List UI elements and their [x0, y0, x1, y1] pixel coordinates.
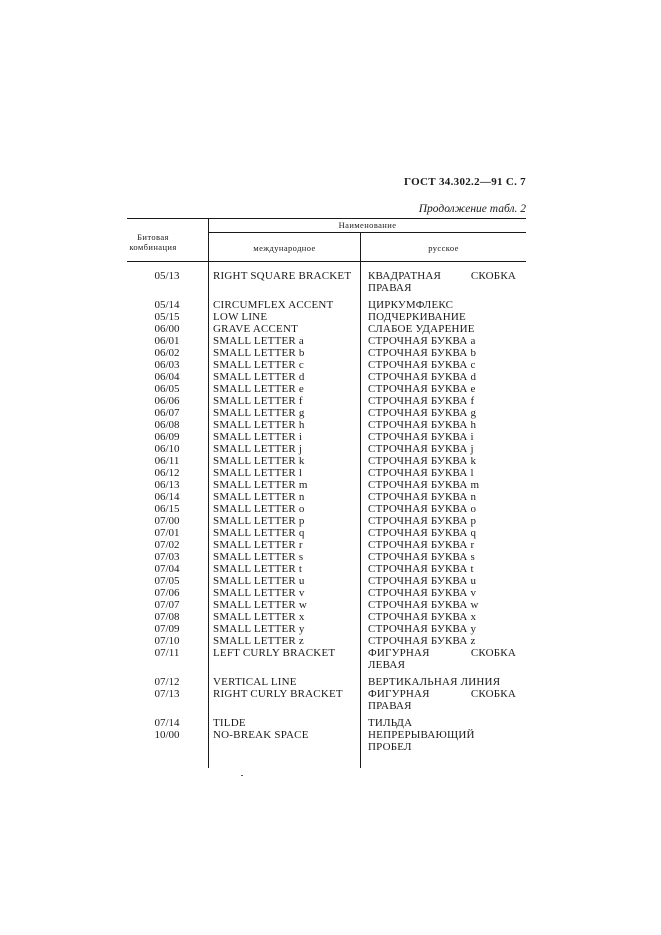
- cell-code: 05/13: [154, 270, 180, 282]
- cell-code: 07/09: [154, 623, 180, 635]
- cell-russian-name: СТРОЧНАЯ БУКВА a: [368, 335, 476, 347]
- cell-russian-name: СТРОЧНАЯ БУКВА t: [368, 563, 474, 575]
- cell-russian-name: СТРОЧНАЯ БУКВА z: [368, 635, 476, 647]
- cell-russian-name: СТРОЧНАЯ БУКВА v: [368, 587, 477, 599]
- cell-international-name: SMALL LETTER j: [213, 443, 303, 455]
- cell-russian-name: СТРОЧНАЯ БУКВА l: [368, 467, 474, 479]
- cell-russian-name: СТРОЧНАЯ БУКВА u: [368, 575, 477, 587]
- cell-russian-name: ПОДЧЕРКИВАНИЕ: [368, 311, 466, 323]
- cell-code: 06/01: [154, 335, 180, 347]
- cell-code: 07/03: [154, 551, 180, 563]
- table-row: [127, 635, 526, 647]
- cell-russian-name: СТРОЧНАЯ БУКВА n: [368, 491, 477, 503]
- cell-code: 07/10: [154, 635, 180, 647]
- header-code: Битовая комбинация: [129, 232, 177, 252]
- table-row: [127, 575, 526, 587]
- cell-russian-name: ВЕРТИКАЛЬНАЯ ЛИНИЯ: [368, 676, 501, 688]
- cell-international-name: TILDE: [213, 717, 246, 729]
- cell-international-name: SMALL LETTER m: [213, 479, 308, 491]
- cell-international-name: SMALL LETTER b: [213, 347, 305, 359]
- cell-international-name: SMALL LETTER a: [213, 335, 304, 347]
- table-row: [127, 491, 526, 503]
- cell-international-name: SMALL LETTER r: [213, 539, 303, 551]
- table-continuation-label: Продолжение табл. 2: [418, 203, 526, 215]
- cell-international-name: CIRCUMFLEX ACCENT: [213, 299, 334, 311]
- cell-russian-name: НЕПРЕРЫВАЮЩИЙ ПРОБЕЛ: [368, 729, 475, 753]
- code-table: [127, 218, 526, 768]
- header-name: Наименование: [338, 220, 397, 230]
- table-body: [127, 270, 526, 758]
- table-row: [127, 323, 526, 335]
- cell-code: 10/00: [154, 729, 180, 741]
- cell-code: 07/14: [154, 717, 180, 729]
- cell-international-name: SMALL LETTER o: [213, 503, 305, 515]
- table-row: [127, 563, 526, 575]
- table-row: [127, 299, 526, 311]
- cell-russian-name: ФИГУРНАЯ СКОБКА ЛЕВАЯ: [368, 647, 516, 671]
- table-row: [127, 647, 526, 671]
- table-row: [127, 431, 526, 443]
- cell-international-name: SMALL LETTER y: [213, 623, 305, 635]
- cell-russian-name: СТРОЧНАЯ БУКВА x: [368, 611, 477, 623]
- table-row: [127, 599, 526, 611]
- cell-international-name: SMALL LETTER z: [213, 635, 304, 647]
- cell-international-name: SMALL LETTER n: [213, 491, 305, 503]
- cell-code: 07/04: [154, 563, 180, 575]
- table-row: [127, 311, 526, 323]
- cell-russian-name: СТРОЧНАЯ БУКВА w: [368, 599, 479, 611]
- cell-code: 07/05: [154, 575, 180, 587]
- cell-russian-name: СТРОЧНАЯ БУКВА y: [368, 623, 477, 635]
- cell-code: 07/13: [154, 688, 180, 700]
- cell-code: 06/14: [154, 491, 180, 503]
- cell-code: 07/07: [154, 599, 180, 611]
- table-row: [127, 443, 526, 455]
- table-row: [127, 371, 526, 383]
- table-row: [127, 359, 526, 371]
- cell-international-name: SMALL LETTER q: [213, 527, 305, 539]
- cell-code: 06/07: [154, 407, 180, 419]
- table-row: [127, 551, 526, 563]
- cell-international-name: SMALL LETTER c: [213, 359, 304, 371]
- table-row: [127, 335, 526, 347]
- cell-russian-name: СТРОЧНАЯ БУКВА b: [368, 347, 477, 359]
- table-row: [127, 717, 526, 729]
- cell-code: 07/06: [154, 587, 180, 599]
- table-row: [127, 688, 526, 712]
- cell-international-name: SMALL LETTER u: [213, 575, 305, 587]
- cell-russian-name: СТРОЧНАЯ БУКВА k: [368, 455, 477, 467]
- cell-code: 07/02: [154, 539, 180, 551]
- cell-international-name: SMALL LETTER p: [213, 515, 305, 527]
- cell-international-name: SMALL LETTER s: [213, 551, 304, 563]
- cell-russian-name: КВАДРАТНАЯ СКОБКА ПРАВАЯ: [368, 270, 516, 294]
- table-row: [127, 623, 526, 635]
- cell-code: 06/05: [154, 383, 180, 395]
- table-row: [127, 479, 526, 491]
- cell-russian-name: СТРОЧНАЯ БУКВА g: [368, 407, 477, 419]
- cell-russian-name: СТРОЧНАЯ БУКВА j: [368, 443, 474, 455]
- cell-international-name: LOW LINE: [213, 311, 268, 323]
- table-row: [127, 347, 526, 359]
- cell-code: 06/12: [154, 467, 180, 479]
- cell-code: 06/15: [154, 503, 180, 515]
- cell-international-name: SMALL LETTER x: [213, 611, 305, 623]
- cell-russian-name: СТРОЧНАЯ БУКВА r: [368, 539, 475, 551]
- cell-international-name: VERTICAL LINE: [213, 676, 297, 688]
- header-mid-rule: [208, 232, 526, 233]
- cell-code: 06/02: [154, 347, 180, 359]
- cell-code: 06/08: [154, 419, 180, 431]
- table-row: [127, 611, 526, 623]
- cell-international-name: SMALL LETTER h: [213, 419, 305, 431]
- cell-code: 07/01: [154, 527, 180, 539]
- cell-russian-name: СТРОЧНАЯ БУКВА p: [368, 515, 477, 527]
- cell-russian-name: СТРОЧНАЯ БУКВА f: [368, 395, 475, 407]
- cell-russian-name: ТИЛЬДА: [368, 717, 413, 729]
- table-row: [127, 467, 526, 479]
- cell-code: 06/04: [154, 371, 180, 383]
- cell-russian-name: СТРОЧНАЯ БУКВА s: [368, 551, 475, 563]
- cell-international-name: NO-BREAK SPACE: [213, 729, 309, 741]
- table-row: [127, 515, 526, 527]
- cell-russian-name: СТРОЧНАЯ БУКВА h: [368, 419, 477, 431]
- top-rule: [127, 218, 526, 219]
- cell-code: 07/00: [154, 515, 180, 527]
- cell-international-name: SMALL LETTER v: [213, 587, 305, 599]
- table-row: [127, 503, 526, 515]
- cell-russian-name: ФИГУРНАЯ СКОБКА ПРАВАЯ: [368, 688, 516, 712]
- cell-international-name: GRAVE ACCENT: [213, 323, 299, 335]
- table-row: [127, 729, 526, 753]
- header-rus: русское: [428, 243, 459, 253]
- cell-international-name: RIGHT SQUARE BRACKET: [213, 270, 352, 282]
- cell-code: 06/03: [154, 359, 180, 371]
- cell-russian-name: СТРОЧНАЯ БУКВА o: [368, 503, 477, 515]
- table-row: [127, 395, 526, 407]
- page-header: ГОСТ 34.302.2—91 С. 7: [404, 176, 526, 188]
- cell-international-name: SMALL LETTER f: [213, 395, 303, 407]
- cell-code: 06/06: [154, 395, 180, 407]
- cell-code: 07/08: [154, 611, 180, 623]
- table-row: [127, 270, 526, 294]
- cell-code: 06/00: [154, 323, 180, 335]
- cell-international-name: SMALL LETTER e: [213, 383, 304, 395]
- table-row: [127, 455, 526, 467]
- page-speck: [241, 775, 243, 776]
- table-row: [127, 587, 526, 599]
- cell-code: 05/14: [154, 299, 180, 311]
- cell-international-name: SMALL LETTER l: [213, 467, 303, 479]
- cell-code: 07/11: [154, 647, 180, 659]
- cell-code: 06/10: [154, 443, 180, 455]
- table-row: [127, 539, 526, 551]
- cell-russian-name: СТРОЧНАЯ БУКВА i: [368, 431, 474, 443]
- cell-international-name: SMALL LETTER i: [213, 431, 303, 443]
- cell-code: 06/09: [154, 431, 180, 443]
- table-row: [127, 383, 526, 395]
- cell-international-name: LEFT CURLY BRACKET: [213, 647, 336, 659]
- table-row: [127, 407, 526, 419]
- cell-code: 06/13: [154, 479, 180, 491]
- cell-international-name: SMALL LETTER t: [213, 563, 303, 575]
- cell-russian-name: СТРОЧНАЯ БУКВА d: [368, 371, 477, 383]
- cell-international-name: SMALL LETTER k: [213, 455, 305, 467]
- cell-international-name: RIGHT CURLY BRACKET: [213, 688, 343, 700]
- cell-russian-name: СТРОЧНАЯ БУКВА c: [368, 359, 476, 371]
- cell-code: 05/15: [154, 311, 180, 323]
- cell-russian-name: СТРОЧНАЯ БУКВА q: [368, 527, 477, 539]
- cell-russian-name: СТРОЧНАЯ БУКВА e: [368, 383, 476, 395]
- cell-international-name: SMALL LETTER w: [213, 599, 308, 611]
- table-row: [127, 527, 526, 539]
- cell-code: 07/12: [154, 676, 180, 688]
- table-row: [127, 419, 526, 431]
- cell-russian-name: ЦИРКУМФЛЕКС: [368, 299, 454, 311]
- cell-russian-name: СЛАБОЕ УДАРЕНИЕ: [368, 323, 475, 335]
- cell-code: 06/11: [154, 455, 180, 467]
- header-bottom-rule: [127, 261, 526, 262]
- cell-international-name: SMALL LETTER g: [213, 407, 305, 419]
- cell-international-name: SMALL LETTER d: [213, 371, 305, 383]
- header-intl: международное: [253, 243, 316, 253]
- cell-russian-name: СТРОЧНАЯ БУКВА m: [368, 479, 480, 491]
- table-row: [127, 676, 526, 688]
